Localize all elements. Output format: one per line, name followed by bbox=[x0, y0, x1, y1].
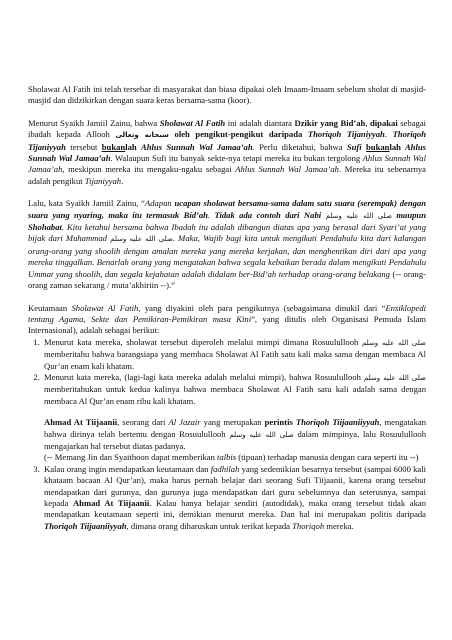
text-run: (tipuan) terhadap manusia dengan cara seperti itu --) bbox=[236, 452, 419, 463]
text-run: dalam mimpinya, lalu Rosuulullooh mengajarkan hal tersebut diatas padanya. bbox=[44, 428, 427, 451]
text-run: ucapan sholawat bersama-sama dalam satu suara (serempak) dengan suara yang nyaring, maka itu termasuk Bid’ah bbox=[28, 198, 426, 220]
text-run: Sholawat Al Fatih ini telah tersebar di masyarakat dan biasa dipakai oleh Imaam-Imaam sebelum sholat di masjid-masjid dan didzikirkan dengan suara keras bersama-sama (koor). bbox=[28, 84, 426, 106]
list-item bbox=[42, 372, 426, 464]
text-run: bukan bbox=[101, 141, 126, 152]
text-run: Ahlus Sunnah Wal Jamaa’ah bbox=[235, 164, 339, 175]
text-run: Keutamaan bbox=[28, 302, 72, 313]
text-run: Menurut Syaikh Jamiil Zainu, bahwa bbox=[28, 117, 160, 128]
text-run: Tijaniyyah bbox=[84, 175, 122, 186]
document-body bbox=[28, 84, 426, 532]
text-run: mereka. bbox=[324, 520, 354, 531]
text-run: Ahlus Sunnah Wal Jamaa’ah bbox=[28, 141, 426, 164]
text-run: . Walaupun Sufi itu banyak sekte-nya tetapi mereka itu bukan tergolong bbox=[110, 153, 363, 164]
text-run: . bbox=[384, 129, 393, 140]
text-run: sebagai ibadah kepada Allooh bbox=[28, 117, 427, 140]
arabic-honorific: صلى الله عليه وسلم bbox=[110, 235, 173, 244]
text-run: lah bbox=[125, 141, 137, 152]
text-run: . Kita ketahui bersama bahwa Ibadah itu adalah dibangun diatas apa yang berasal dari Syari’at yang bijak dari Muhammad bbox=[28, 222, 426, 244]
text-run: maupun Shohabat bbox=[28, 209, 426, 233]
text-run: . Kalau hanya belajar sendiri (autodidak), maka orang tersebut tidak akan mendapatkan keutamaan seperti ini, demikian menurut mereka. Dan hal ini merupakan politis daripada bbox=[44, 498, 427, 520]
paragraph-intro bbox=[28, 84, 426, 107]
text-run: Ensiklopedi tentang Agama, Sekte dan Pemikiran-Pemikiran masa Kini bbox=[28, 302, 427, 324]
text-run: Thoriqoh Tijaniyyah bbox=[28, 129, 426, 152]
text-run: Ahmad At Tiijaanii bbox=[72, 498, 150, 508]
text-run: memberitahukan untuk kedua kalinya bahwa membaca Sholawat Al Fatih satu kali adalah sama dengan membaca Al Qur’an enam ribu kali khatam. bbox=[44, 384, 426, 406]
text-run: dipakai bbox=[370, 117, 398, 128]
text-run: memberitahu bahwa barangsiapa yang membaca Sholawat Al Fatih satu kali maka sama dengan membaca Al Qur’an enam kali khatam. bbox=[44, 349, 426, 371]
text-run: . bbox=[121, 175, 124, 186]
arabic-honorific: صلى الله عليه وسلم bbox=[363, 373, 426, 382]
text-run: . bbox=[207, 209, 215, 220]
arabic-honorific: صلى الله عليه وسلم bbox=[229, 430, 294, 439]
text-run: Lalu, kata Syaikh Jamiil Zainu, “ bbox=[28, 198, 145, 209]
text-run: , bbox=[365, 117, 370, 128]
text-run: Ahmad At Tiijaanii bbox=[44, 417, 118, 428]
text-run: Sholawat Al Fatih bbox=[159, 117, 226, 128]
text-run: Tidak ada contoh dari Nabi bbox=[214, 209, 322, 220]
text-run: yang merupakan bbox=[200, 417, 265, 428]
paragraph-zainu-2 bbox=[28, 198, 426, 291]
arabic-honorific: سبحانه وتعالى bbox=[115, 131, 169, 140]
text-run: Thoriqoh Tiijaaniiyyah bbox=[295, 417, 380, 428]
text-run: , yang diyakini oleh para pengikutnya (sebagaimana dinukil dari “ bbox=[138, 302, 386, 313]
text-run: ini adalah diantara bbox=[225, 117, 295, 128]
paragraph-keutamaan bbox=[28, 303, 426, 337]
text-run: Sufi bbox=[346, 141, 367, 152]
text-run: Menurut kata mereka, sholawat tersebut diperoleh melalui mimpi dimana Rosuulullooh bbox=[44, 336, 362, 347]
text-run: . Mereka itu sebenarnya adalah pengikut bbox=[28, 164, 426, 186]
text-run: . Perlu diketahui, bahwa bbox=[252, 141, 347, 152]
text-run: fadhilah bbox=[210, 463, 240, 474]
paragraph-zainu-1 bbox=[28, 118, 426, 187]
text-run: Kalau orang ingin mendapatkan keutamaan dan bbox=[44, 463, 211, 474]
arabic-honorific: صلى الله عليه وسلم bbox=[321, 211, 397, 220]
text-run: Al Jazair bbox=[168, 417, 201, 428]
text-run: oleh pengikut-pengikut daripada bbox=[168, 129, 308, 140]
text-run: , meskipun mereka itu mengaku-ngaku sebagai bbox=[62, 164, 236, 175]
text-run: , seorang dari bbox=[117, 417, 169, 428]
keutamaan-list bbox=[28, 337, 426, 533]
text-run: , mengatakan bahwa dirinya telah bertemu dengan Rosuulullooh bbox=[44, 417, 426, 439]
text-run: talbis bbox=[217, 452, 237, 463]
list-item bbox=[42, 464, 426, 532]
text-run: Sholawat Al Fatih bbox=[71, 302, 139, 313]
text-run: perintis bbox=[264, 417, 296, 428]
text-run: Thoriqoh Tiijaaniiyyah bbox=[44, 520, 127, 531]
list-item-note bbox=[44, 417, 426, 464]
text-run: lah bbox=[389, 141, 401, 152]
text-run: Ahlus Sunnah Wal Jamaa’ah bbox=[141, 141, 253, 152]
text-run: Dzikir yang Bid’ah bbox=[294, 117, 366, 128]
text-run: Menurut kata mereka, (lagi-lagi kata mereka adalah melalui mimpi), bahwa Rosuulullooh bbox=[44, 371, 364, 382]
text-run: Adapun bbox=[144, 198, 175, 209]
text-run: Thoriqoh bbox=[292, 520, 325, 531]
text-run: (-- Memang Jin dan Syaithoon dapat memberikan bbox=[44, 452, 218, 463]
list-item bbox=[42, 337, 426, 372]
arabic-honorific: صلى الله عليه وسلم bbox=[361, 338, 427, 347]
text-run: tersebut bbox=[65, 141, 102, 152]
text-run: Thoriqoh Tijaniyyah bbox=[307, 129, 385, 140]
text-run: , dimana orang diharuskan untuk terikat kepada bbox=[126, 520, 293, 531]
text-run: (-- orang-orang zaman sekarang / muta’akhiriin --).” bbox=[28, 268, 426, 291]
text-run: . Maka, Wajib bagi kita untuk mengikuti Pendahulu kita dari kalangan orang-orang yang shoolih dengan amalan mereka yang mereka kerjakan, dan menghentikan diri dari apa yang mereka tinggalkan. Benarlah orang yang mengatakan bahwa segala kebaikan berada dalam mengikuti Pendahulu Ummat yang shoolih, dan segala kejahatan adalah didalam ber-Bid’ah terhadap orang-orang belakang bbox=[28, 233, 426, 279]
text-run: bukan bbox=[366, 141, 390, 152]
text-run: Ahlus Sunnah Wal Jamaa’ah bbox=[28, 153, 426, 175]
text-run: yang sedemikian besarnya tersebut (sampai 6000 kali khataam bacaan Al Qur’an), maka harus pernah belajar dari seorang Sufi Tiijaanii, karena orang tersebut mendapatkan dari gurunya, dan gurunya juga mendapatkan dari guru sebelumnya dan seterusnya, sampai kepada bbox=[44, 463, 427, 508]
text-run: ”, yang ditulis oleh Organisasi Pemuda Islam Internasional), adalah sebagai berikut: bbox=[28, 313, 426, 336]
